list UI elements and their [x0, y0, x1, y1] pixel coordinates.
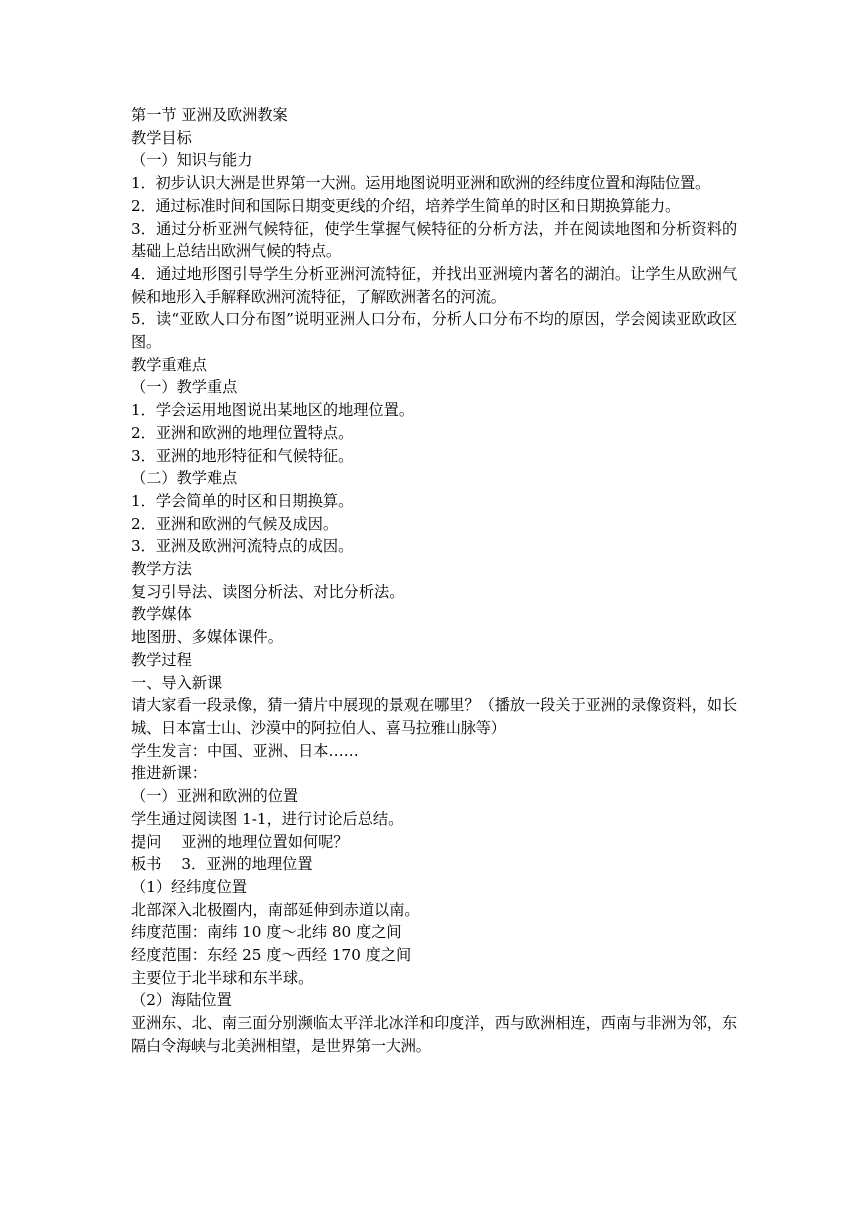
- media-text: 地图册、多媒体课件。: [131, 628, 283, 647]
- section-heading-objectives: 教学目标: [131, 128, 192, 147]
- lesson-title: 第一节 亚洲及欧洲教案: [131, 106, 288, 124]
- methods-text: 复习引导法、读图分析法、对比分析法。: [131, 582, 405, 601]
- objective-item-2: 2．通过标准时间和国际日期变更线的介绍，培养学生简单的时区和日期换算能力。: [131, 196, 681, 215]
- section-heading-media: 教学媒体: [131, 605, 192, 624]
- objective-item-3: 3．通过分析亚洲气候特征，使学生掌握气候特征的分析方法，并在阅读地图和分析资料的基础上总结出欧洲气候的特点。: [131, 219, 737, 261]
- latitude-range: 纬度范围：南纬 10 度～北纬 80 度之间: [131, 923, 402, 942]
- subheading-sea-land: （2）海陆位置: [131, 991, 232, 1010]
- reading-instruction: 学生通过阅读图 1-1，进行讨论后总结。: [131, 809, 404, 828]
- key-point-2: 2．亚洲和欧洲的地理位置特点。: [131, 423, 354, 442]
- section-heading-methods: 教学方法: [131, 560, 192, 579]
- subheading-location: （一）亚洲和欧洲的位置: [131, 787, 299, 806]
- board-note: 板书 3．亚洲的地理位置: [131, 855, 313, 874]
- question-text: 提问 亚洲的地理位置如何呢？: [131, 832, 349, 851]
- section-heading-process: 教学过程: [131, 650, 192, 669]
- objective-item-1: 1．初步认识大洲是世界第一大洲。运用地图说明亚洲和欧洲的经纬度位置和海陆位置。: [131, 174, 710, 193]
- difficult-point-2: 2．亚洲和欧洲的气候及成因。: [131, 514, 339, 533]
- objective-item-4: 4．通过地形图引导学生分析亚洲河流特征，并找出亚洲境内著名的湖泊。让学生从欧洲气候和地形入手解释欧洲河流特征，了解欧洲著名的河流。: [131, 264, 737, 306]
- difficult-point-3: 3．亚洲及欧洲河流特点的成因。: [131, 537, 354, 556]
- subheading-key-points: （一）教学重点: [131, 378, 238, 397]
- key-point-1: 1．学会运用地图说出某地区的地理位置。: [131, 401, 415, 420]
- difficult-point-1: 1．学会简单的时区和日期换算。: [131, 491, 354, 510]
- key-point-3: 3．亚洲的地形特征和气候特征。: [131, 446, 354, 465]
- subheading-knowledge-ability: （一）知识与能力: [131, 151, 253, 170]
- document-body: [131, 104, 737, 1058]
- sea-land-paragraph: 亚洲东、北、南三面分别濒临太平洋北冰洋和印度洋，西与欧洲相连，西南与非洲为邻，东隔白令海峡与北美洲相望，是世界第一大洲。: [131, 1014, 737, 1055]
- hemisphere-note: 主要位于北半球和东半球。: [131, 968, 314, 987]
- location-extent: 北部深入北极圈内，南部延伸到赤道以南。: [131, 900, 420, 919]
- subheading-lat-long: （1）经纬度位置: [131, 877, 247, 896]
- intro-paragraph: 请大家看一段录像，猜一猜片中展现的景观在哪里？（播放一段关于亚洲的录像资料，如长城、日本富士山、沙漠中的阿拉伯人、喜马拉雅山脉等）: [131, 696, 737, 737]
- student-response: 学生发言：中国、亚洲、日本……: [131, 741, 359, 760]
- new-lesson-label: 推进新课：: [131, 764, 207, 783]
- objective-item-5: 5．读“亚欧人口分布图”说明亚洲人口分布，分析人口分布不均的原因，学会阅读亚欧政区图。: [131, 310, 737, 352]
- subheading-intro: 一、导入新课: [131, 673, 223, 692]
- section-heading-key-difficult: 教学重难点: [131, 355, 207, 374]
- subheading-difficult-points: （二）教学难点: [131, 469, 238, 488]
- longitude-range: 经度范围：东经 25 度～西经 170 度之间: [131, 946, 412, 965]
